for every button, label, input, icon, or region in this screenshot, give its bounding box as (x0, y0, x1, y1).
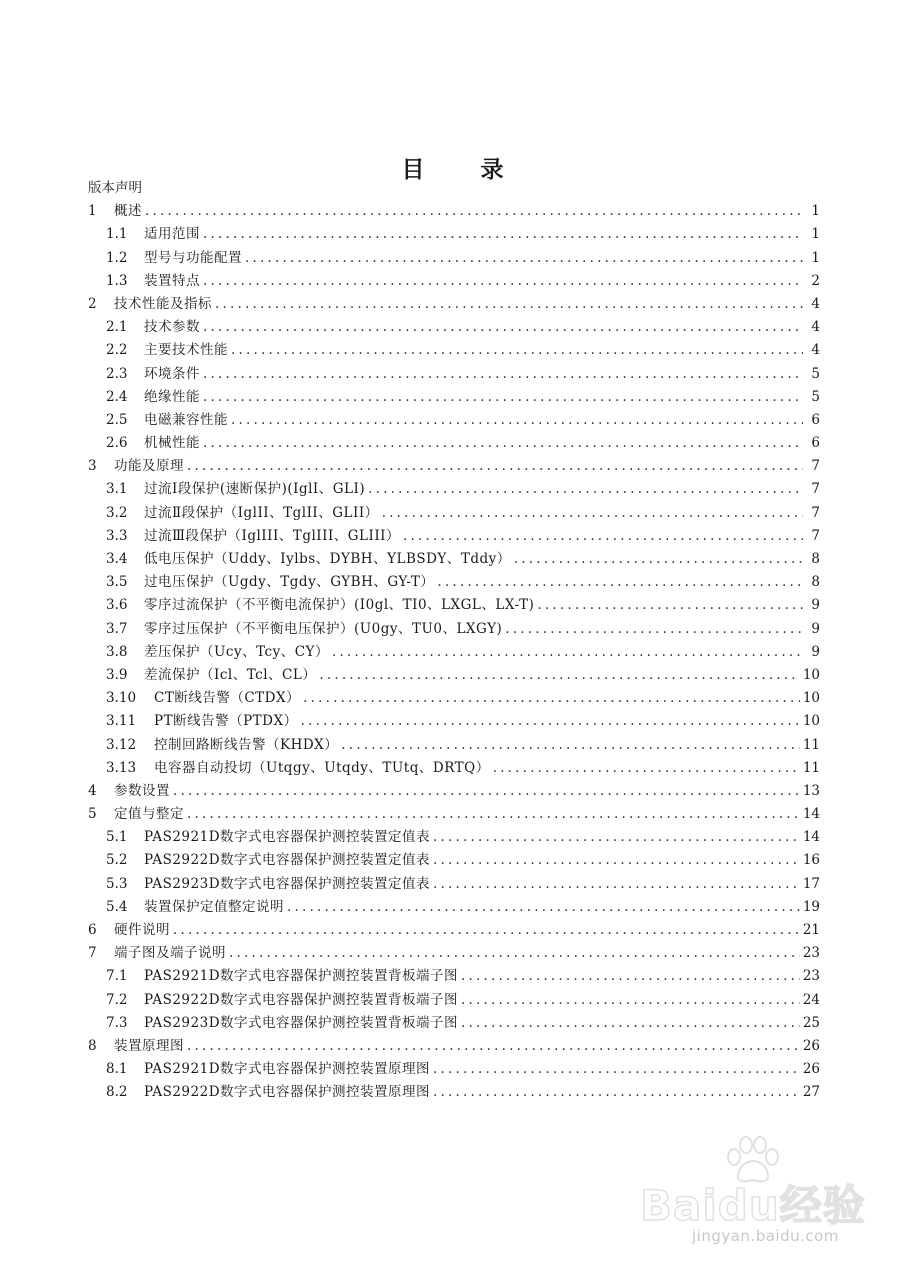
toc-entry-label: PAS2921D数字式电容器保护测控装置原理图 (144, 1061, 431, 1078)
toc-entry-page-number: 11 (802, 759, 820, 776)
toc-entry-page-number: 26 (802, 1037, 820, 1054)
toc-entry-number: 2.2 (106, 342, 128, 359)
toc-entry-page-number: 7 (811, 527, 820, 544)
toc-entry-label: 型号与功能配置 (144, 249, 242, 266)
toc-section-entry[interactable] (88, 873, 820, 896)
toc-entry-page-number: 6 (811, 411, 820, 428)
toc-section-entry[interactable] (88, 386, 820, 409)
toc-section-entry[interactable] (88, 734, 820, 757)
toc-section-entry[interactable] (88, 502, 820, 525)
toc-entry-label: 零序过压保护（不平衡电压保护）(U0gy、TU0、LXGY) (144, 620, 503, 637)
toc-entry-label: 电磁兼容性能 (144, 411, 228, 428)
toc-entry-number: 3.10 (106, 690, 137, 707)
toc-chapter-entry[interactable] (88, 293, 820, 316)
toc-entry-page-number: 8 (811, 551, 820, 567)
toc-entry-number: 2 (88, 295, 97, 312)
toc-chapter-entry[interactable] (88, 942, 820, 965)
toc-entry-number: 2.6 (106, 435, 128, 452)
toc-entry-page-number: 17 (802, 875, 820, 892)
toc-entry-label: PT断线告警（PTDX） (154, 713, 298, 730)
toc-entry-number: 3.12 (106, 736, 137, 753)
toc-entry-label: 电容器自动投切（Utqgy、Utqdy、TUtq、DRTQ） (154, 759, 490, 776)
toc-section-entry[interactable] (88, 641, 820, 664)
toc-entry-number: 5.3 (106, 875, 128, 892)
toc-entry-number: 3.3 (106, 527, 128, 544)
toc-dot-leader (433, 826, 800, 849)
toc-dot-leader (332, 641, 803, 664)
toc-chapter-entry[interactable] (88, 1035, 820, 1058)
toc-section-entry[interactable] (88, 757, 820, 780)
toc-entry-number: 1.3 (106, 272, 128, 289)
toc-section-entry[interactable] (88, 548, 820, 571)
toc-entry-label: 装置特点 (144, 272, 200, 289)
toc-dot-leader (537, 594, 803, 617)
toc-entry-page-number: 24 (802, 991, 820, 1008)
toc-entry-number: 5.1 (106, 829, 128, 846)
toc-entry-page-number: 19 (802, 898, 820, 915)
toc-dot-leader (203, 223, 803, 246)
toc-section-entry[interactable] (88, 849, 820, 872)
toc-entry-label: PAS2922D数字式电容器保护测控装置背板端子图 (144, 991, 459, 1008)
toc-section-entry[interactable] (88, 989, 820, 1012)
toc-entry-page-number: 5 (811, 388, 820, 405)
toc-dot-leader (505, 618, 803, 641)
toc-entry-page-number: 27 (802, 1084, 820, 1101)
toc-entry-label: PAS2921D数字式电容器保护测控装置背板端子图 (144, 968, 459, 985)
toc-dot-leader (203, 386, 803, 409)
toc-dot-leader (433, 1081, 800, 1104)
toc-dot-leader (231, 339, 803, 362)
toc-copyright-entry[interactable]: 版本声明 (88, 180, 142, 196)
toc-chapter-entry[interactable] (88, 455, 820, 478)
toc-entry-number: 7 (88, 945, 97, 962)
toc-entry-label: 适用范围 (144, 226, 200, 243)
toc-dot-leader (461, 965, 800, 988)
toc-dot-leader (231, 409, 803, 432)
toc-dot-leader (173, 919, 800, 942)
toc-entry-number: 3.8 (106, 643, 128, 660)
toc-entry-label: 绝缘性能 (144, 388, 200, 405)
toc-section-entry[interactable] (88, 965, 820, 988)
toc-entry-label: 控制回路断线告警（KHDX） (154, 736, 339, 753)
toc-section-entry[interactable] (88, 618, 820, 641)
toc-dot-leader (187, 803, 800, 826)
toc-entry-label: PAS2922D数字式电容器保护测控装置原理图 (144, 1084, 431, 1101)
toc-entry-page-number: 7 (811, 458, 820, 475)
toc-entry-label: CT断线告警（CTDX） (154, 690, 301, 707)
toc-entry-page-number: 14 (802, 806, 820, 823)
toc-entry-number: 7.2 (106, 991, 128, 1008)
toc-entry-number: 4 (88, 782, 97, 799)
toc-entry-page-number: 4 (811, 342, 820, 359)
toc-dot-leader (187, 1035, 800, 1058)
toc-entry-number: 7.3 (106, 1014, 128, 1031)
toc-entry-label: 差压保护（Ucy、Tcy、CY） (144, 643, 329, 660)
toc-entry-page-number: 10 (802, 666, 820, 683)
toc-dot-leader (437, 571, 803, 594)
toc-entry-page-number: 23 (802, 968, 820, 985)
toc-dot-leader (433, 1058, 800, 1081)
toc-chapter-entry[interactable] (88, 803, 820, 826)
toc-entry-page-number: 10 (802, 713, 820, 730)
toc-entry-number: 8.1 (106, 1061, 128, 1078)
toc-section-entry[interactable] (88, 339, 820, 362)
toc-entry-number: 3.1 (106, 481, 128, 498)
toc-chapter-entry[interactable] (88, 780, 820, 803)
toc-entry-number: 5 (88, 806, 97, 823)
toc-entry-number: 6 (88, 922, 97, 938)
toc-chapter-entry[interactable] (88, 919, 820, 942)
toc-section-entry[interactable] (88, 571, 820, 594)
toc-entry-number: 8.2 (106, 1084, 128, 1101)
toc-dot-leader (514, 548, 803, 571)
toc-section-entry[interactable] (88, 363, 820, 386)
watermark-brand: Baidu经验 (640, 1181, 866, 1230)
toc-dot-leader (461, 989, 800, 1012)
toc-dot-leader (229, 942, 800, 965)
toc-entry-label: 环境条件 (144, 365, 200, 382)
toc-entry-page-number: 14 (802, 829, 820, 846)
toc-entry-page-number: 8 (811, 574, 820, 591)
toc-entry-label: 硬件说明 (114, 922, 170, 938)
toc-entry-label: 定值与整定 (114, 806, 184, 823)
toc-entry-page-number: 13 (802, 782, 820, 799)
toc-entry-number: 3.13 (106, 759, 137, 776)
toc-entry-label: PAS2922D数字式电容器保护测控装置定值表 (144, 852, 431, 869)
toc-entry-page-number: 5 (811, 365, 820, 382)
toc-dot-leader (341, 734, 800, 757)
toc-entry-page-number: 9 (811, 620, 820, 637)
toc-dot-leader (187, 455, 803, 478)
toc-dot-leader (203, 432, 803, 455)
toc-entry-label: 参数设置 (114, 782, 170, 799)
toc-entry-number: 3.7 (106, 620, 128, 637)
toc-entry-label: 技术性能及指标 (114, 295, 212, 312)
toc-dot-leader (433, 849, 800, 872)
toc-entry-page-number: 4 (811, 295, 820, 312)
toc-entry-page-number: 9 (811, 597, 820, 614)
toc-section-entry[interactable] (88, 432, 820, 455)
toc-entry-page-number: 1 (811, 203, 820, 220)
baidu-jingyan-watermark (640, 1135, 880, 1255)
toc-dot-leader (301, 710, 800, 733)
toc-section-entry[interactable] (88, 223, 820, 246)
toc-entry-number: 3.5 (106, 574, 128, 591)
toc-entry-label: PAS2923D数字式电容器保护测控装置定值表 (144, 875, 431, 892)
toc-entry-number: 3.2 (106, 504, 128, 521)
toc-entry-page-number: 10 (802, 690, 820, 707)
toc-entry-list (88, 200, 820, 1104)
toc-entry-page-number: 16 (802, 852, 820, 869)
toc-entry-number: 3 (88, 458, 97, 475)
toc-section-entry[interactable] (88, 270, 820, 293)
toc-entry-page-number: 6 (811, 435, 820, 452)
toc-entry-number: 2.5 (106, 411, 128, 428)
toc-entry-page-number: 1 (811, 249, 820, 266)
toc-entry-label: PAS2923D数字式电容器保护测控装置背板端子图 (144, 1014, 459, 1031)
toc-section-entry[interactable] (88, 525, 820, 548)
toc-entry-page-number: 2 (811, 272, 820, 289)
toc-dot-leader (303, 687, 800, 710)
toc-entry-number: 3.11 (106, 713, 137, 730)
toc-entry-number: 1.2 (106, 249, 128, 266)
toc-entry-label: 装置保护定值整定说明 (144, 898, 284, 915)
toc-dot-leader (203, 363, 803, 386)
toc-entry-label: 过流Ⅱ段保护（IglII、TglII、GLII） (144, 504, 379, 521)
toc-entry-page-number: 26 (802, 1061, 820, 1078)
toc-entry-number: 5.2 (106, 852, 128, 869)
toc-dot-leader (145, 200, 803, 223)
toc-section-entry[interactable] (88, 664, 820, 687)
toc-dot-leader (287, 896, 800, 919)
toc-section-entry[interactable] (88, 1081, 820, 1104)
toc-entry-label: 低电压保护（Uddy、Iylbs、DYBH、YLBSDY、Tddy） (144, 551, 511, 567)
toc-dot-leader (215, 293, 803, 316)
toc-entry-page-number: 23 (802, 945, 820, 962)
toc-dot-leader (319, 664, 799, 687)
toc-dot-leader (403, 525, 803, 548)
toc-dot-leader (245, 247, 803, 270)
toc-dot-leader (203, 270, 803, 293)
toc-entry-label: 技术参数 (144, 319, 200, 336)
toc-entry-label: 功能及原理 (114, 458, 184, 475)
page-title: 目 录 (401, 157, 528, 184)
toc-section-entry[interactable] (88, 687, 820, 710)
toc-section-entry[interactable] (88, 896, 820, 919)
toc-entry-number: 5.4 (106, 898, 128, 915)
toc-entry-label: 主要技术性能 (144, 342, 228, 359)
toc-entry-label: 过流Ⅰ段保护(速断保护)(IglI、GLI) (144, 481, 366, 498)
toc-entry-number: 8 (88, 1037, 97, 1054)
toc-entry-label: 机械性能 (144, 435, 200, 452)
toc-section-entry[interactable] (88, 710, 820, 733)
toc-entry-number: 3.6 (106, 597, 128, 614)
toc-dot-leader (433, 873, 800, 896)
toc-section-entry[interactable] (88, 1012, 820, 1035)
watermark-url: jingyan.baidu.com (692, 1227, 839, 1245)
toc-entry-number: 2.4 (106, 388, 128, 405)
toc-entry-label: 装置原理图 (114, 1037, 184, 1054)
toc-entry-label: 过电压保护（Ugdy、Tgdy、GYBH、GY-T） (144, 574, 435, 591)
toc-entry-number: 2.1 (106, 319, 128, 336)
toc-entry-label: 概述 (114, 203, 142, 220)
toc-section-entry[interactable] (88, 316, 820, 339)
toc-section-entry[interactable] (88, 247, 820, 270)
toc-entry-page-number: 1 (811, 226, 820, 243)
toc-entry-page-number: 7 (811, 481, 820, 498)
toc-entry-label: PAS2921D数字式电容器保护测控装置定值表 (144, 829, 431, 846)
toc-chapter-entry[interactable] (88, 200, 820, 223)
toc-entry-number: 3.4 (106, 551, 128, 567)
toc-dot-leader (461, 1012, 800, 1035)
toc-section-entry[interactable] (88, 478, 820, 501)
toc-dot-leader (173, 780, 800, 803)
toc-section-entry[interactable] (88, 826, 820, 849)
toc-section-entry[interactable] (88, 409, 820, 432)
toc-entry-number: 1.1 (106, 226, 128, 243)
toc-entry-number: 3.9 (106, 666, 128, 683)
toc-entry-number: 7.1 (106, 968, 128, 985)
toc-section-entry[interactable] (88, 1058, 820, 1081)
toc-entry-page-number: 7 (811, 504, 820, 521)
toc-entry-label: 端子图及端子说明 (114, 945, 226, 962)
toc-section-entry[interactable] (88, 594, 820, 617)
toc-dot-leader (203, 316, 803, 339)
toc-entry-label: 差流保护（Icl、Tcl、CL） (144, 666, 317, 683)
toc-dot-leader (382, 502, 803, 525)
toc-entry-page-number: 25 (802, 1014, 820, 1031)
table-of-contents (88, 177, 820, 1105)
toc-entry-number: 2.3 (106, 365, 128, 382)
toc-entry-number: 1 (88, 203, 97, 220)
toc-entry-page-number: 11 (802, 736, 820, 753)
toc-entry-page-number: 21 (802, 922, 820, 938)
toc-entry-page-number: 4 (811, 319, 820, 336)
toc-dot-leader (493, 757, 800, 780)
toc-entry-page-number: 9 (811, 643, 820, 660)
toc-entry-label: 零序过流保护（不平衡电流保护）(I0gl、TI0、LXGL、LX-T) (144, 597, 535, 614)
toc-dot-leader (368, 478, 803, 501)
toc-entry-label: 过流Ⅲ段保护（IglIII、TglIII、GLIII） (144, 527, 401, 544)
